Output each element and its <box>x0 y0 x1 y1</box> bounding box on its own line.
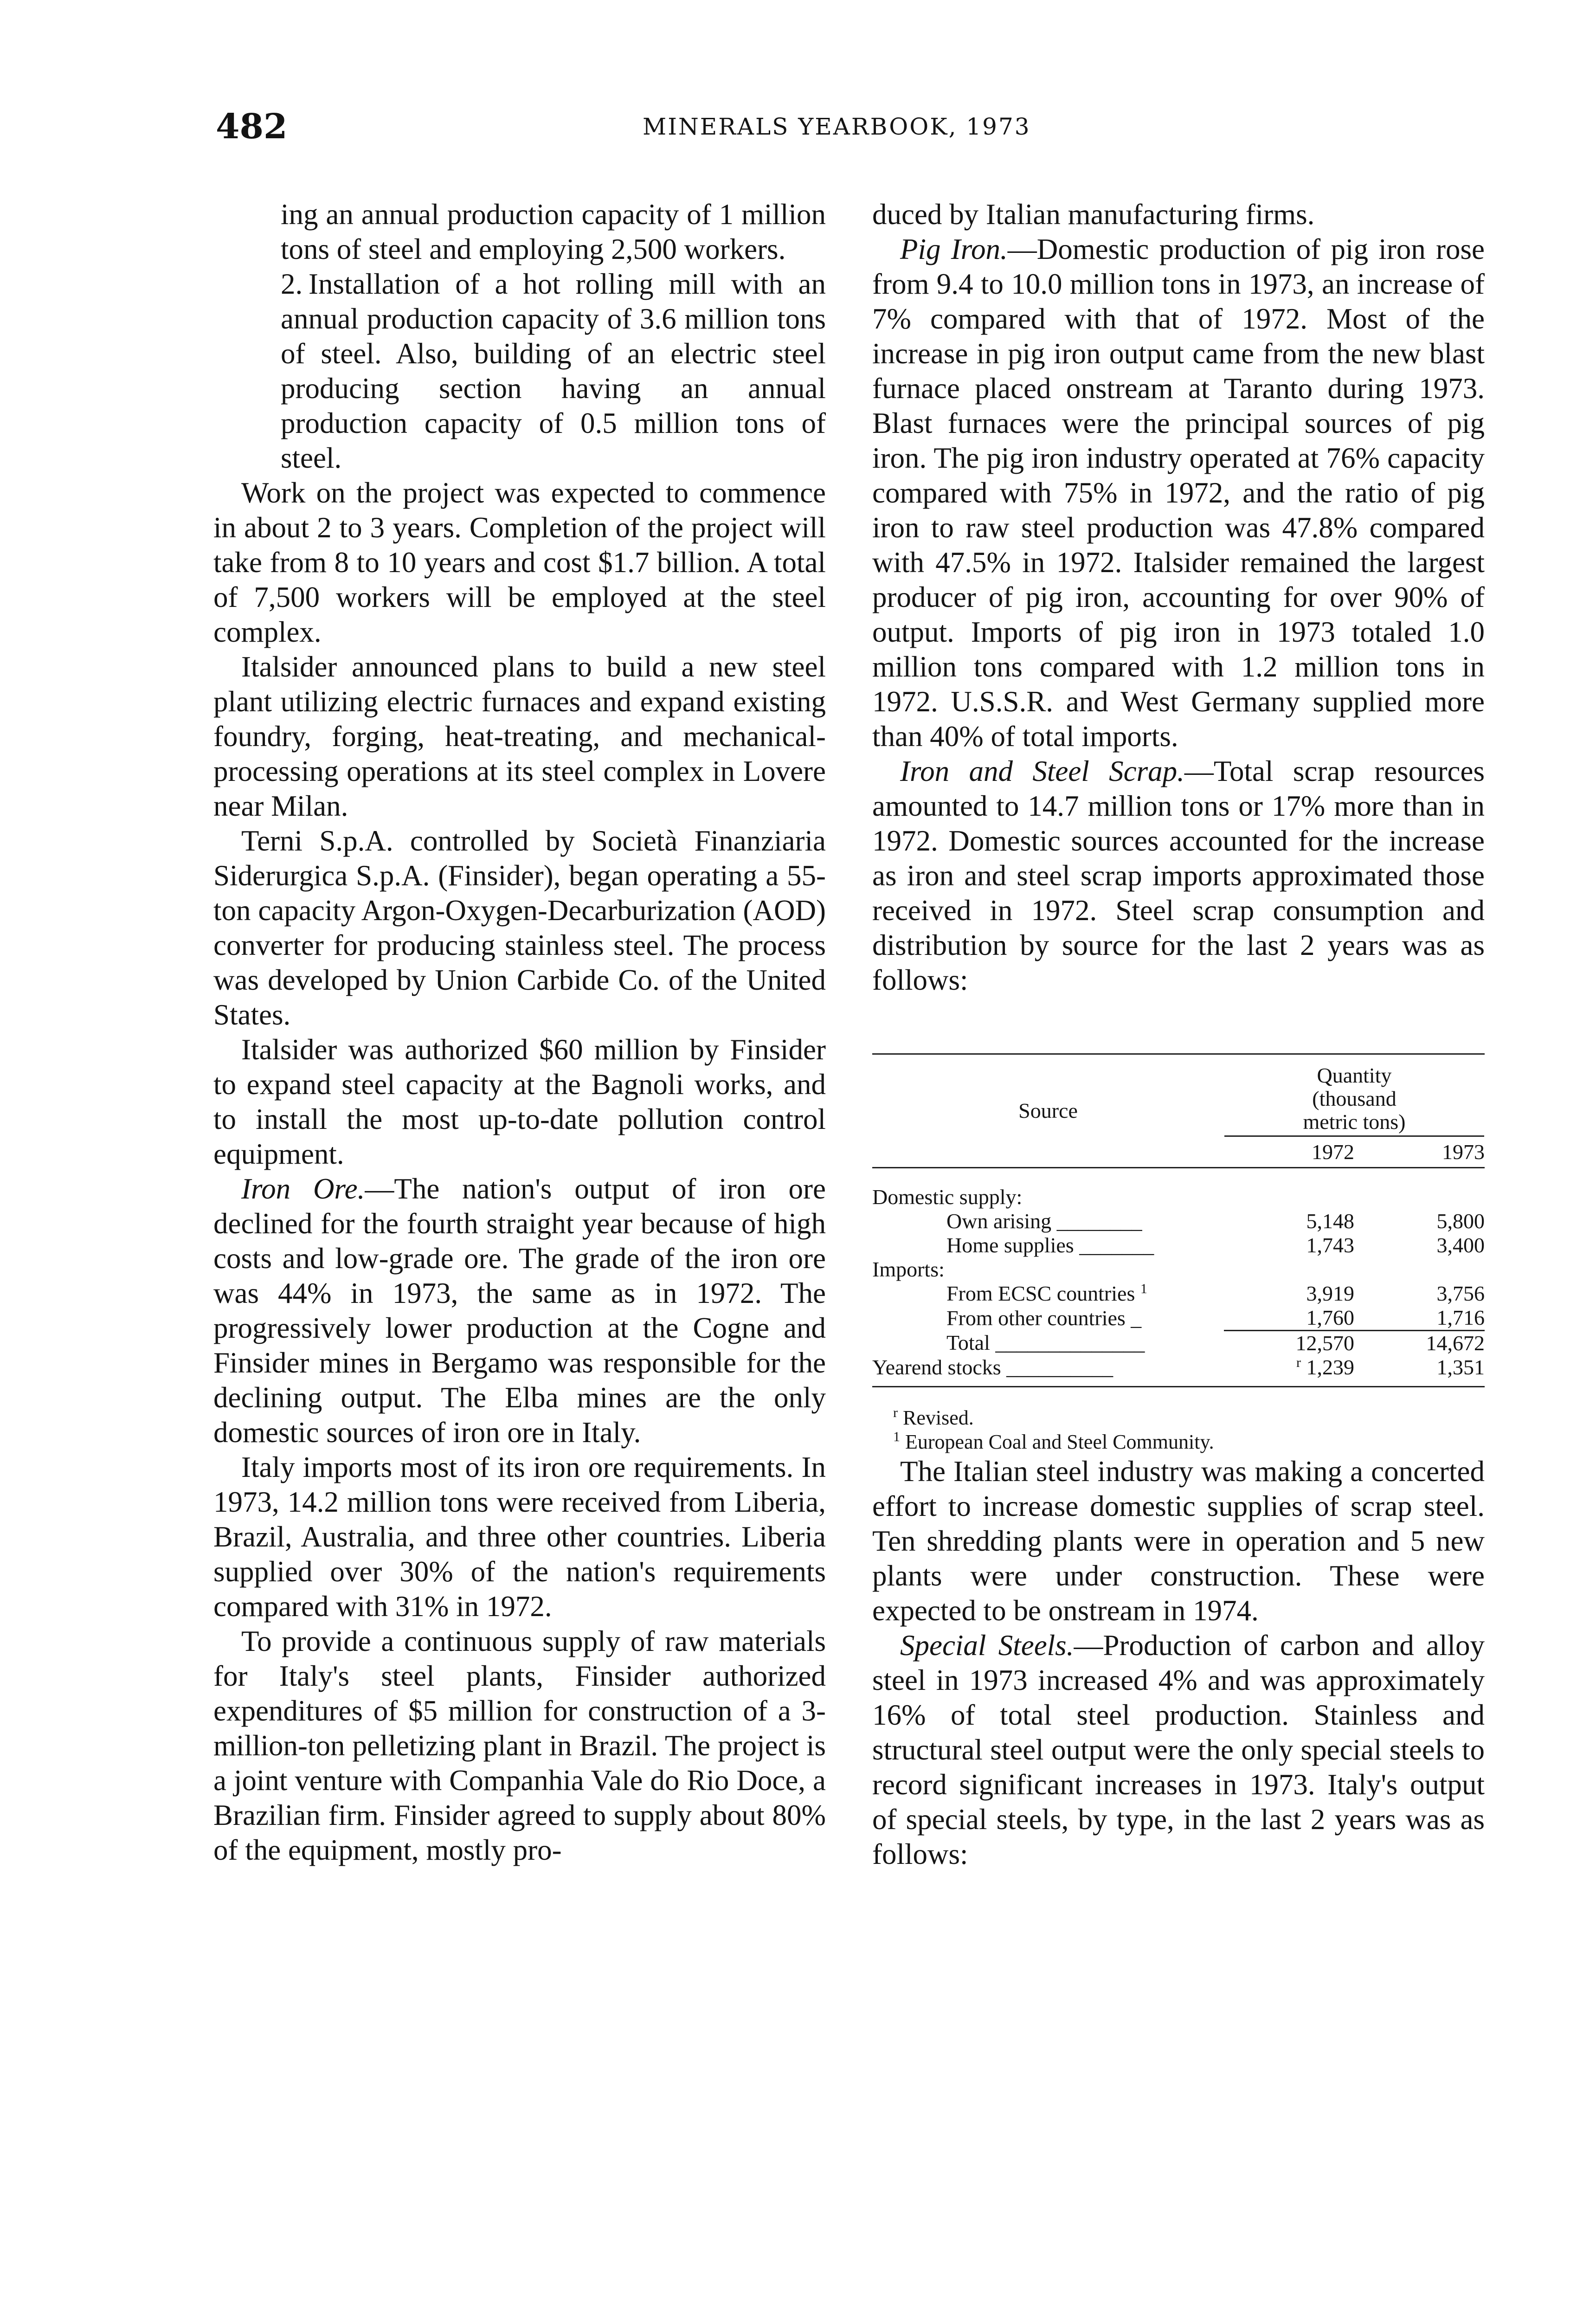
table-row <box>872 1306 1485 1331</box>
revised-mark: r <box>1296 1355 1301 1370</box>
cell-1972 <box>1224 1168 1354 1210</box>
list-item-1-continuation: ing an annual production capacity of 1 million tons of steel and employing 2,500 workers. <box>281 198 826 265</box>
cell-1973: 1,716 <box>1436 1306 1485 1329</box>
section-heading-iron-ore: Iron Ore. <box>241 1173 365 1205</box>
cell-1973: 3,756 <box>1436 1282 1485 1305</box>
column-header-source: Source <box>872 1054 1224 1168</box>
cell-1972: 1,743 <box>1306 1233 1354 1257</box>
table-row <box>872 1355 1485 1379</box>
list-item-2 <box>213 267 826 476</box>
paragraph-imports: Italy imports most of its iron ore requirements. In 1973, 14.2 million tons were received from Liberia, Brazil, Australia, and three other countries. Liberia supplied over 30% of the nation's requirements compared with 31% in 1972. <box>213 1451 826 1623</box>
footnote-mark: 1 <box>893 1429 900 1444</box>
quantity-line-3: metric tons) <box>1303 1110 1406 1134</box>
cell-1973: 5,800 <box>1436 1209 1485 1233</box>
paragraph-work: Work on the project was expected to commence in about 2 to 3 years. Completion of the project will take from 8 to 10 years and cost $1.7 billion. A total of 7,500 workers will be employed at the steel complex. <box>213 477 826 648</box>
column-header-1972: 1972 <box>1224 1137 1354 1168</box>
cell-1972: 3,919 <box>1306 1282 1354 1305</box>
cell-1972: 1,760 <box>1306 1306 1354 1329</box>
row-label: Own arising ________ <box>946 1209 1142 1233</box>
special-steels-text: —Production of carbon and alloy steel in 1973 increased 4% and was approximately 16% of total steel production. Stainless and structural steel output were the only special steels to record significant increases in 1973. Italy's output of special steels, by type, in the last 2 years was as follows: <box>872 1629 1485 1870</box>
column-header-1973: 1973 <box>1354 1137 1485 1168</box>
list-number: 2. <box>281 268 303 300</box>
cell-1973: 1,351 <box>1436 1355 1485 1379</box>
footnote-ecsc <box>893 1430 1485 1454</box>
page-header <box>216 107 1501 162</box>
table-row <box>872 1168 1485 1210</box>
footnote-ref: 1 <box>1140 1281 1147 1296</box>
row-label-text: From ECSC countries <box>946 1282 1135 1305</box>
left-column <box>213 197 826 1868</box>
column-header-quantity <box>1224 1054 1485 1138</box>
paragraph-continuation: duced by Italian manufacturing firms. <box>872 198 1315 231</box>
footnote-mark: r <box>893 1405 898 1420</box>
right-column <box>872 197 1485 1872</box>
paragraph-scrap <box>872 754 1485 998</box>
table-footnotes <box>872 1406 1485 1454</box>
footnote-revised <box>893 1406 1485 1430</box>
table-row <box>872 1257 1485 1282</box>
section-heading-special-steels: Special Steels. <box>900 1629 1074 1662</box>
row-label: Imports: <box>872 1257 945 1281</box>
paragraph-pig-iron <box>872 232 1485 754</box>
table-row <box>872 1282 1485 1306</box>
running-title: MINERALS YEARBOOK, 1973 <box>643 113 1031 140</box>
quantity-line-2: (thousand <box>1312 1087 1396 1110</box>
cell-1972: 12,570 <box>1224 1331 1354 1356</box>
table-row-total <box>872 1331 1485 1356</box>
footnote-text: European Coal and Steel Community. <box>905 1431 1214 1453</box>
table-row <box>872 1233 1485 1257</box>
cell-1973 <box>1354 1168 1485 1210</box>
footnote-text: Revised. <box>903 1406 974 1429</box>
paragraph-special-steels <box>872 1628 1485 1872</box>
row-label: Home supplies _______ <box>946 1233 1154 1257</box>
section-heading-scrap: Iron and Steel Scrap. <box>900 755 1184 787</box>
row-label: Domestic supply: <box>872 1185 1023 1209</box>
row-label: Total ______________ <box>946 1331 1145 1355</box>
cell-1972: 5,148 <box>1306 1209 1354 1233</box>
table-row <box>872 1209 1485 1233</box>
paragraph-italsider-authorized: Italsider was authorized $60 million by Finsider to expand steel capacity at the Bagnoli works, and to install the most up-to-date pollution control equipment. <box>213 1033 826 1170</box>
iron-ore-text: —The nation's output of iron ore declined for the fourth straight year because of high costs and low-grade ore. The grade of the iron ore was 44% in 1973, the same as in 1972. The progressively lower production at the Cogne and Finsider mines in Bergamo was responsible for the declining output. The Elba mines are the only domestic sources of iron ore in Italy. <box>213 1173 826 1449</box>
cell-1972-value: 1,239 <box>1306 1355 1354 1379</box>
cell-1972 <box>1224 1257 1354 1282</box>
list-item-text: Installation of a hot rolling mill with an annual production capacity of 3.6 million tons of steel. Also, building of an electric steel producing section having an annual production capacity of 0.5 million tons of steel. <box>281 268 826 474</box>
cell-1973 <box>1354 1257 1485 1282</box>
paragraph-terni: Terni S.p.A. controlled by Società Finanziaria Siderurgica S.p.A. (Finsider), began operating a 55-ton capacity Argon-Oxygen-Decarburization (AOD) converter for producing stainless steel. The process was developed by Union Carbide Co. of the United States. <box>213 825 826 1031</box>
table-bottom-rule <box>872 1379 1485 1387</box>
paragraph-iron-ore <box>213 1172 826 1450</box>
scrap-table-container <box>872 1053 1485 1454</box>
quantity-line-1: Quantity <box>1317 1063 1392 1087</box>
row-label: From other countries _ <box>946 1306 1142 1330</box>
paragraph-supply: To provide a continuous supply of raw materials for Italy's steel plants, Finsider authorized expenditures of $5 million for construction of a 3-million-ton pelletizing plant in Brazil. The project is a joint venture with Companhia Vale do Rio Doce, a Brazilian firm. Finsider agreed to supply about 80% of the equipment, mostly pro- <box>213 1625 826 1866</box>
row-label <box>872 1282 1224 1306</box>
section-heading-pig-iron: Pig Iron. <box>900 233 1008 265</box>
cell-1972 <box>1224 1355 1354 1379</box>
cell-1973: 3,400 <box>1436 1233 1485 1257</box>
pig-iron-text: —Domestic production of pig iron rose from 9.4 to 10.0 million tons in 1973, an increase of 7% compared with that of 1972. Most of the increase in pig iron output came from the new blast furnace placed onstream at Taranto during 1973. Blast furnaces were the principal sources of pig iron. The pig iron industry operated at 76% capacity compared with 75% in 1972, and the ratio of pig iron to raw steel production was 47.8% compared with 47.5% in 1972. Italsider remained the largest producer of pig iron, accounting for over 90% of output. Imports of pig iron in 1973 totaled 1.0 million tons compared with 1.2 million tons in 1972. U.S.S.R. and West Germany supplied more than 40% of total imports. <box>872 233 1485 753</box>
scrap-table <box>872 1053 1485 1387</box>
scrap-text: —Total scrap resources amounted to 14.7 million tons or 17% more than in 1972. Domestic sources accounted for the increase as iron and steel scrap imports approximated those received in 1972. Steel scrap consumption and distribution by source for the last 2 years was as follows: <box>872 755 1485 996</box>
paragraph-shredding: The Italian steel industry was making a concerted effort to increase domestic supplies of scrap steel. Ten shredding plants were in operation and 5 new plants were under construction. These were expected to be onstream in 1974. <box>872 1455 1485 1627</box>
paragraph-italsider-plans: Italsider announced plans to build a new steel plant utilizing electric furnaces and expand existing foundry, forging, heat-treating, and mechanical-processing operations at its steel complex in Lovere near Milan. <box>213 651 826 822</box>
page-number: 482 <box>216 107 288 147</box>
cell-1973: 14,672 <box>1354 1331 1485 1356</box>
row-label: Yearend stocks __________ <box>872 1355 1113 1379</box>
